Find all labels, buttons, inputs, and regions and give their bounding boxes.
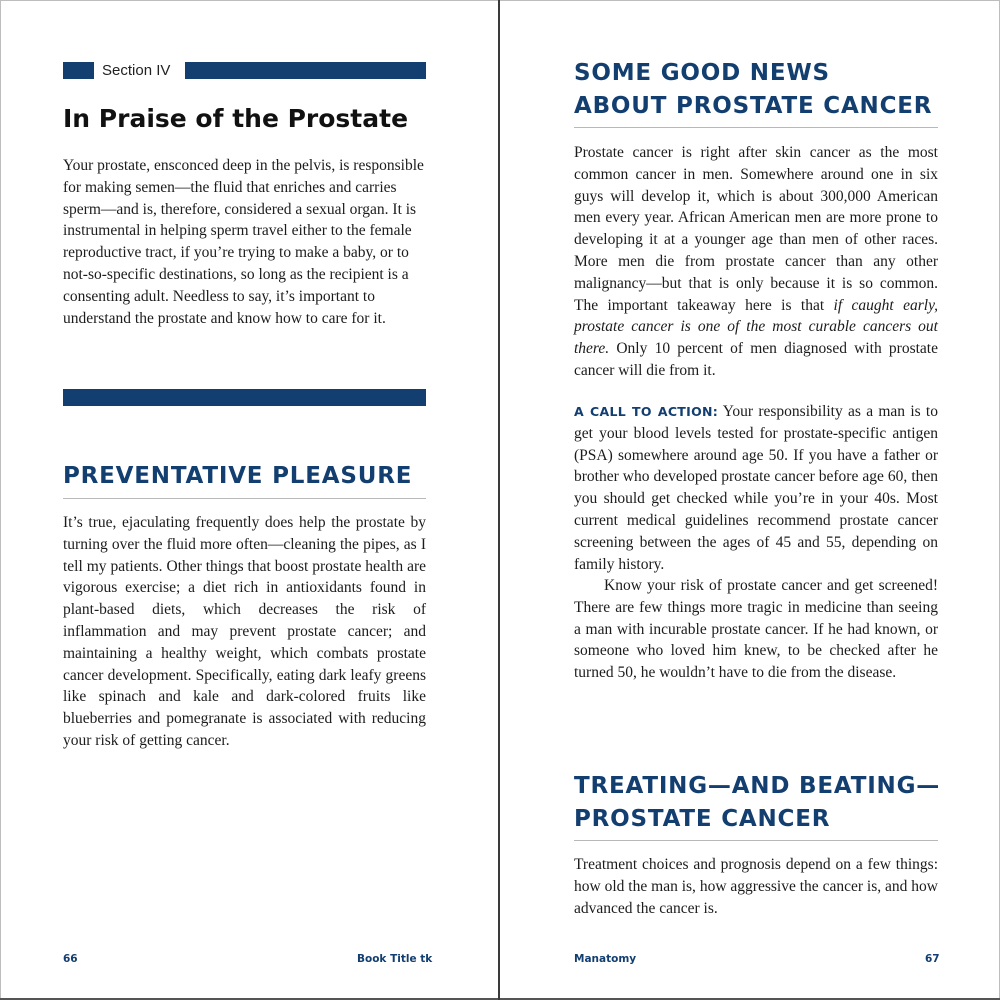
running-title-right: Manatomy — [574, 953, 637, 965]
page-number-right: 67 — [925, 953, 940, 965]
treating-heading — [574, 770, 954, 836]
running-title-left: Book Title tk — [357, 953, 433, 965]
heading-rule — [574, 127, 938, 128]
treating-heading-line1: TREATING—AND BEATING— — [574, 773, 941, 799]
good-news-heading-line2: ABOUT PROSTATE CANCER — [574, 93, 933, 119]
good-news-text-b: Only 10 percent of men diagnosed with prostate cancer will die from it. — [574, 340, 938, 379]
good-news-text-italic: if caught early, prostate cancer is one of the most curable cancers out there. — [574, 296, 938, 358]
know-your-risk-paragraph: Know your risk of prostate cancer and get screened! There are few things more tragic in medicine than seeing a man with incurable prostate cancer. If he had known, or someone who loved him knew, to be checked after he turned 50, he wouldn’t have to die from the disease. — [574, 577, 938, 682]
heading-rule — [574, 840, 938, 841]
good-news-paragraph — [574, 142, 938, 382]
heading-rule — [63, 498, 426, 499]
good-news-heading — [574, 57, 954, 123]
intro-paragraph: Your prostate, ensconced deep in the pelvis, is responsible for making semen—the fluid that enriches and carries sperm—and is, therefore, considered a sexual organ. It is instrumental in helping sperm travel either to the female reproductive tract, if you’re trying to make a baby, or to not-so-specific destinations, so long as the recipient is a consenting adult. Needless to say, it’s important to understand the prostate and know how to care for it. — [63, 157, 424, 327]
section-banner-block — [63, 62, 94, 79]
section-banner-bar — [185, 62, 426, 79]
page-number-left: 66 — [63, 953, 78, 965]
call-to-action-label: A CALL TO ACTION: — [574, 404, 719, 419]
section-banner — [63, 62, 426, 79]
treating-heading-line2: PROSTATE CANCER — [574, 806, 831, 832]
preventative-paragraph: It’s true, ejaculating frequently does help the prostate by turning over the fluid more often—cleaning the pipes, as I tell my patients. Other things that boost prostate health are vigorous exercise; a diet rich in antioxidants found in plant-based diets, which decreases the risk of inflammation and may prevent prostate cancer; and maintaining a healthy weight, which combats prostate cancer development. Specifically, eating dark leafy greens like spinach and kale and dark-colored fruits like blueberries and pomegranate is associated with reducing your risk of getting cancer. — [63, 514, 426, 749]
good-news-heading-line1: SOME GOOD NEWS — [574, 60, 830, 86]
good-news-text-a: Prostate cancer is right after skin cancer as the most common cancer in men. Somewhere around one in six guys will develop it, which is about 300,000 American men every year. African American men are more prone to developing it at a younger age than men of other races. More men die from prostate cancer than any other malignancy—but that is only because it is so common. The important takeaway here is that — [574, 144, 938, 314]
call-to-action-text: Your responsibility as a man is to get your blood levels tested for prostate-specific antigen (PSA) somewhere around age 50. If you have a father or brother who developed prostate cancer before age 60, then you should get checked while you’re in your 40s. Most current medical guidelines recommend prostate cancer screening between the ages of 45 and 55, depending on family history. — [574, 403, 938, 573]
treating-paragraph: Treatment choices and prognosis depend on a few things: how old the man is, how aggressive the cancer is, and how advanced the cancer is. — [574, 856, 938, 917]
sidebar-title: In Praise of the Prostate — [63, 104, 409, 133]
call-to-action-paragraph — [574, 401, 938, 575]
section-label: Section IV — [102, 62, 171, 79]
preventative-heading: PREVENTATIVE PLEASURE — [63, 463, 413, 489]
sidebar-bottom-bar — [63, 389, 426, 406]
